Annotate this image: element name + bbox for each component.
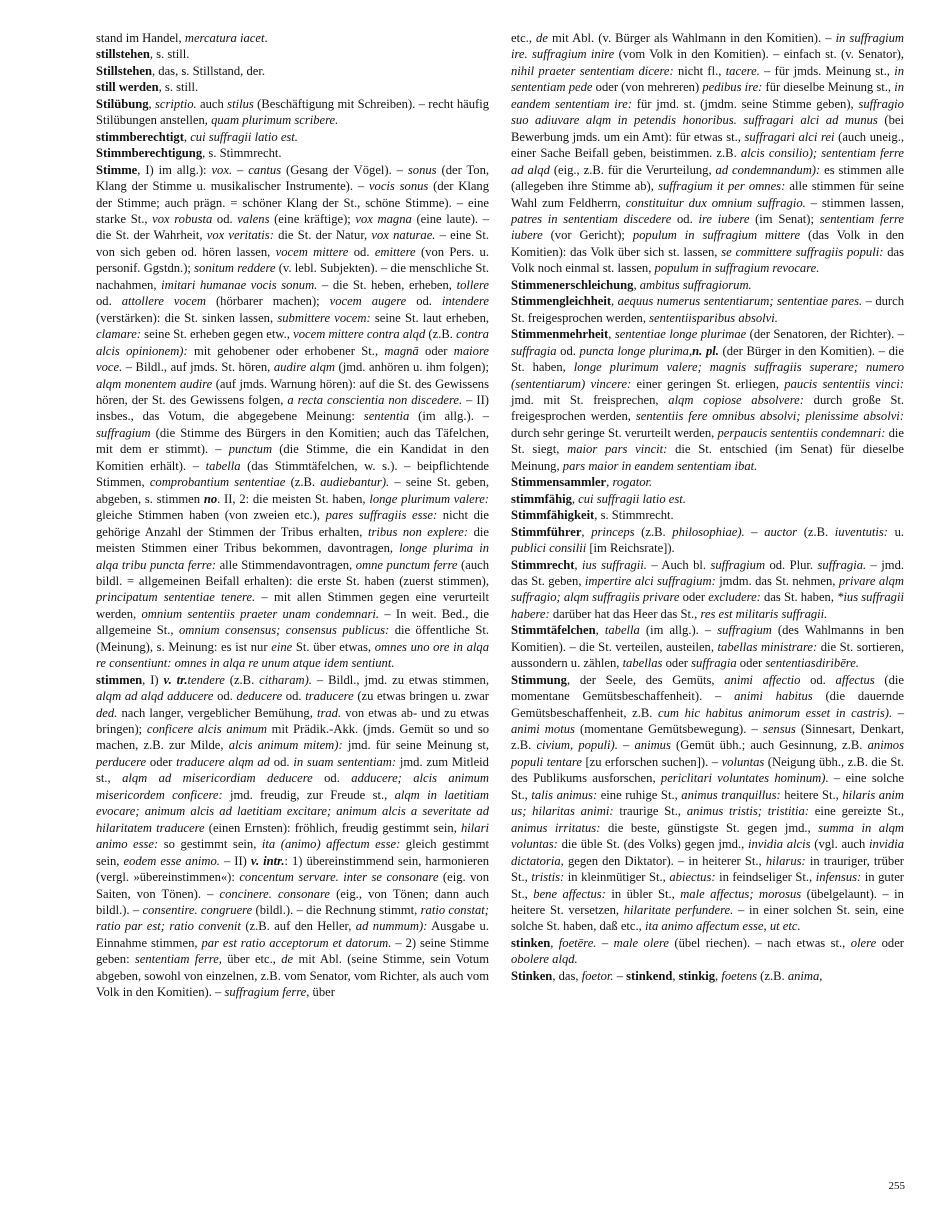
dictionary-entry: stillstehen, s. still.: [96, 47, 190, 62]
dictionary-entry: Stimmengleichheit, aequus numerus sententiarum; sententiae pares. – durch St. freigesprochen werden, sententiisparibus absolvi.: [511, 294, 904, 325]
dictionary-entry: stimmfähig, cui suffragii latio est.: [511, 491, 686, 506]
dictionary-entry: stimmberechtigt, cui suffragii latio est.: [96, 129, 298, 144]
right-column: [511, 30, 904, 984]
dictionary-entry: Stimmung, der Seele, des Gemüts, animi affectio od. affectus (die momentane Gemütsbeschaffenheit). – animi habitus (die dauernde Gemütsbeschaffenheit, z.B. cum hic habitus animorum esset in castris). – animi motus (momentane Gemütsbewegung). – sensus (Sinnesart, Denkart, z.B. civium, populi). – animus (Gemüt übh.; auch Gesinnung, z.B. animos populi tentare [zu erforschen suchen]). – voluntas (Neigung übh., z.B. die St. des Publikums ausforschen, periclitari voluntates hominum). – eine solche St., talis animus: eine ruhige St., animus tranquillus: heitere St., hilaris anim us; hilaritas animi: traurige St., animus tristis; tristitia: eine gereizte St., animus irritatus: die beste, günstigste St. gegen jmd., summa in alqm voluntas: die üble St. (des Volks) gegen jmd., invidia alcis (vgl. auch invidia dictatoria, gegen den Diktator). – in heiterer St., hilarus: in trauriger, trüber St., tristis: in kleinmütiger St., abiectus: in feindseliger St., infensus: in guter St., bene affectus: in übler St., male affectus; morosus (übelgelaunt). – in heitere St. versetzen, hilaritate perfundere. – in einer solchen St. sein, eine solche St. haben, daß etc., ita animo affectum esse, ut etc.: [511, 672, 905, 934]
dictionary-entry: Stimmfähigkeit, s. Stimmrecht.: [511, 508, 674, 523]
dictionary-entry: Stimme, I) im allg.): vox. – cantus (Gesang der Vögel). – sonus (der Ton, Klang der Stimme u. musikalischer Instrumente). – vocis sonus (der Klang der Stimme; auch prägn. = schöner Klang der St., schöne Stimme). – eine starke St., vox robusta od. valens (eine kräftige); vox magna (eine laute). – die St. der Wahrheit, vox veritatis: die St. der Natur, vox naturae. – eine St. von sich geben od. hören lassen, vocem mittere od. emittere (von Pers. u. personif. Ggstdn.); sonitum reddere (v. lebl. Subjekten). – die menschliche St. nachahmen, imitari humanae vocis sonum. – die St. heben, erheben, tollere od. attollere vocem (hörbarer machen); vocem augere od. intendere (verstärken): die St. sinken lassen, submittere vocem: seine St. laut erheben, clamare: seine St. erheben gegen etw., vocem mittere contra alqd (z.B. contra alcis opinionem): mit gehobener oder erhobener St., magnā oder maiore voce. – Bildl., auf jmds. St. hören, audire alqm (jmd. anhören u. ihm folgen); alqm monentem audire (auf jmds. Warnung hören): auf die St. des Gewissens hören, der St. des Gewissens folgen, a recta conscientia non discedere. – II) insbes., das Votum, die abgegebene Meinung: sententia (im allg.). – suffragium (die Stimme des Bürgers in den Komitien; auch das Täfelchen, mit dem er stimmt). – punctum (die Stimme, die ein Kandidat in den Komitien erhält). – tabella (das Stimmtäfelchen, w. s.). – beipflichtende Stimmen, comprobantium sententiae (z.B. audiebantur). – seine St. geben, abgeben, s. stimmen no. II, 2: die meisten St. haben, longe plurimum valere: gleiche Stimmen haben (von zweien etc.), pares suffragiis esse: nicht die gehörige Anzahl der Stimmen der Tribus erhalten, tribus non explere: die meisten Stimmen einer Tribus bekommen, davontragen, longe plurima in alqa tribu puncta ferre: alle Stimmendavontragen, omne punctum ferre (auch bildl. = allgemeinen Beifall erhalten): die erste St. haben (zuerst stimmen), principatum sententiae tenere. – mit allen Stimmen gegen eine verurteilt werden, omnium sententiis praeter unam condemnari. – In weit. Bed., die allgemeine St., omnium consensus; consensus publicus: die öffentliche St. (Meinung), s. Meinung: es ist nur eine St. über etwas, omnes uno ore in alqa re consentiunt: omnes in alqa re unum atque idem sentiunt.: [96, 162, 490, 671]
dictionary-entry: stand im Handel, mercatura iacet.: [96, 31, 268, 45]
dictionary-entry: Stilübung, scriptio. auch stilus (Beschäftigung mit Schreiben). – recht häufig Stilübungen anstellen, quam plurimum scribere.: [96, 96, 490, 128]
page-number: 255: [888, 1180, 905, 1192]
dictionary-entry: stinken, foetēre. – male olere (übel riechen). – nach etwas st., olere oder obolere alqd.: [511, 935, 905, 967]
dictionary-entry: Stimmenerschleichung, ambitus suffragiorum.: [511, 277, 752, 292]
dictionary-entry: Stimmberechtigung, s. Stimmrecht.: [96, 146, 282, 161]
dictionary-entry: stimmen, I) v. tr.tendere (z.B. citharam). – Bildl., jmd. zu etwas stimmen, alqm ad alqd adducere od. deducere od. traducere (zu etwas bringen u. zwar ded. nach langer, vergeblicher Bemühung, trad. von etwas ab- und zu etwas bringen); conficere alcis animum mit Prädik.-Akk. (jmds. Gemüt so und so machen, z.B. zur Milde, alcis animum mitem): jmd. für seine Meinung st, perducere oder traducere alqm ad od. in suam sententiam: jmd. zum Mitleid st., alqm ad misericordiam deducere od. adducere; alcis animum misericordem conficere: jmd. freudig, zur Freude st., alqm in laetitiam evocare; animum alcis ad laetitiam excitare; animum alcis a severitate ad hilaritatem traducere (einen Ernsten): fröhlich, freudig gestimmt sein, hilari animo esse: so gestimmt sein, ita (animo) affectum esse: gleich gestimmt sein, eodem esse animo. – II) v. intr.: 1) übereinstimmend sein, harmonieren (vergl. »übereinstimmen«): concentum servare. inter se consonare (eig. von Saiten, von Tönen). – concinere. consonare (eig., von Tönen; dann auch bildl.). – consentire. congruere (bildl.). – die Rechnung stimmt, ratio constat; ratio par est; ratio convenit (z.B. auf den Heller, ad nummum): Ausgabe u. Einnahme stimmen, par est ratio acceptorum et datorum. – 2) seine Stimme geben: sententiam ferre, über etc., de mit Abl. (seine Stimme, sein Votum abgeben, sowohl von einzelnen, z.B. vom Senator, vom Richter, als auch vom Volk in den Komitien). – suffragium ferre, über: [96, 672, 490, 1000]
dictionary-entry: etc., de mit Abl. (v. Bürger als Wahlmann in den Komitien). – in suffragium ire. suffragium inire (vom Volk in den Komitien). – einfach st. (v. Senator), nihil praeter sententiam dicere: nicht fl., tacere. – für jmds. Meinung st., in sententiam pede oder (von mehreren) pedibus ire: für dieselbe Meinung st., in eandem sententiam ire: für jmd. st. (jmdm. seine Stimme geben), suffragio suo adiuvare alqm in petendis honoribus. suffragari alci ad munus (bei Bewerbung jmds. um ein Amt): für etwas st., suffragari alci rei (auch uneig., einer Sache Beifall geben, beistimmen. z.B. alcis consilio); sententiam ferre ad alqd (eig., z.B. für die Verurteilung, ad condemnandum): es stimmen alle (allegeben ihre Stimme ab), suffragium it per omnes: alle stimmen für seine Wahl zum Feldherrn, constituitur dux omnium suffragio. – stimmen lassen, patres in sententiam discedere od. ire iubere (im Senat); sententiam ferre iubere (vor Gericht); populum in suffragium mittere (das Volk in den Komitien): das Volk über sich st. lassen, se committere suffragiis populi: das Volk noch einmal st. lassen, populum in suffragium revocare.: [511, 31, 905, 276]
left-column: [96, 30, 489, 1001]
dictionary-entry: Stimmrecht, ius suffragii. – Auch bl. suffragium od. Plur. suffragia. – jmd. das St. geben, impertire alci suffragium: jmdm. das St. nehmen, privare alqm suffragio; alqm suffragiis privare oder excludere: das St. haben, *ius suffragii habere: darüber hat das Heer das St., res est militaris suffragii.: [511, 557, 905, 621]
dictionary-entry: Stimmenmehrheit, sententiae longe plurimae (der Senatoren, der Richter). – suffragia od. puncta longe plurima,n. pl. (der Bürger in den Komitien). – die St. haben, longe plurimum valere; magnis suffragiis superare; numero (sententiarum) vincere: einer geringen St. erliegen, paucis sententiis vinci: jmd. mit St. freisprechen, alqm copiose absolvere: durch große St. freigesprochen werden, sententiis fere omnibus absolvi; plenissime absolvi: durch sehr geringe St. verurteilt werden, perpaucis sententiis condemnari: die St. siegt, maior pars vincit: die St. entschied (im Senat) für dieselbe Meinung, pars maior in eandem sententiam ibat.: [511, 327, 905, 473]
dictionary-entry: Stimmführer, princeps (z.B. philosophiae). – auctor (z.B. iuventutis: u. publici consilii [im Reichsrate]).: [511, 524, 905, 556]
dictionary-entry: Stillstehen, das, s. Stillstand, der.: [96, 63, 265, 78]
dictionary-entry: Stimmensammler, rogator.: [511, 475, 653, 490]
dictionary-entry: Stimmtäfelchen, tabella (im allg.). – suffragium (des Wahlmanns in ben Komitien). – die St. verteilen, austeilen, tabellas ministrare: die St. sortieren, aussondern u. zählen, tabellas oder suffragia oder sententiasdiribēre.: [511, 623, 905, 671]
dictionary-entry: still werden, s. still.: [96, 80, 199, 95]
dictionary-entry: Stinken, das, foetor. – stinkend, stinkig, foetens (z.B. anima,: [511, 968, 823, 983]
